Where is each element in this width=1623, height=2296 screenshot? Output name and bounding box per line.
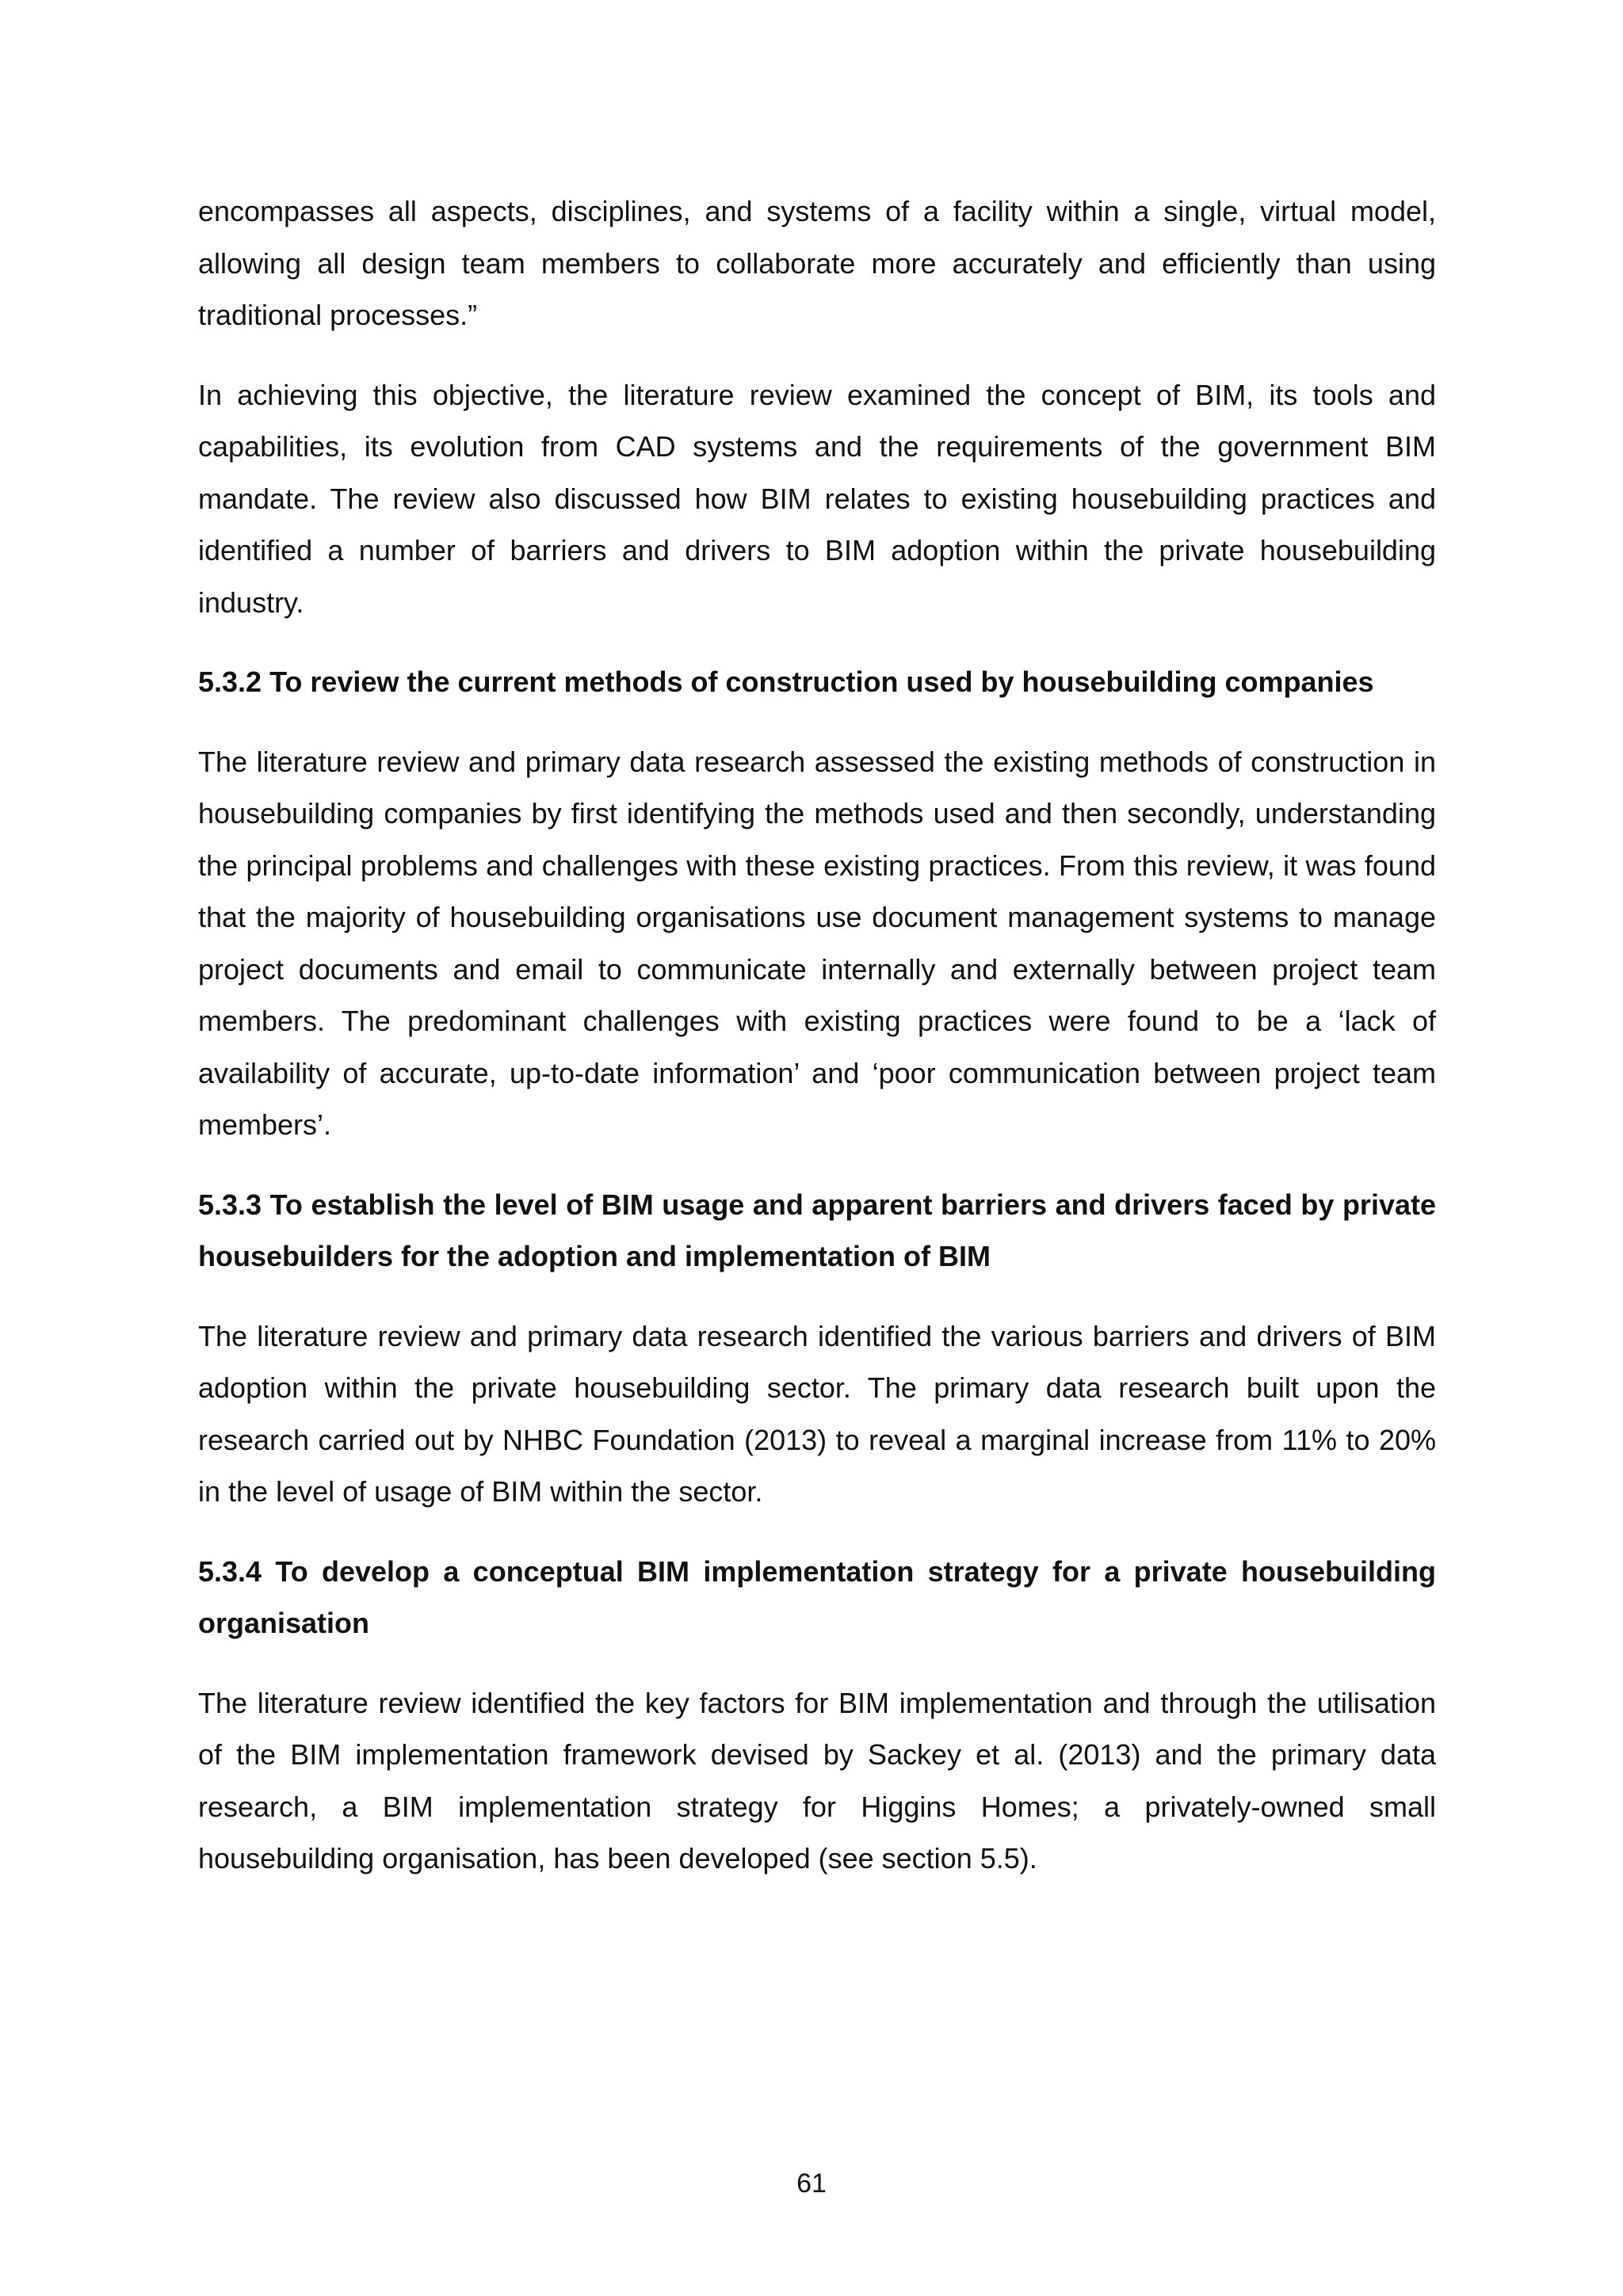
page-body [198, 185, 1436, 1913]
heading-5-3-4: 5.3.4 To develop a conceptual BIM implementation strategy for a private housebuilding organisation [198, 1554, 1436, 1639]
page-number: 61 [796, 2168, 827, 2199]
heading-5-3-2: 5.3.2 To review the current methods of construction used by housebuilding companies [198, 666, 1374, 698]
paragraph-objective-summary: In achieving this objective, the literature review examined the concept of BIM, its tools and capabilities, its evolution from CAD systems and the requirements of the government BIM mandate. The review also discussed how BIM relates to existing housebuilding practices and identified a number of barriers and drivers to BIM adoption within the private housebuilding industry. [198, 378, 1436, 619]
paragraph-bim-usage-barriers: The literature review and primary data research identified the various barriers and drivers of BIM adoption within the private housebuilding sector. The primary data research built upon the research carried out by NHBC Foundation (2013) to reveal a marginal increase from 11% to 20% in the level of usage of BIM within the sector. [198, 1319, 1436, 1508]
paragraph-implementation-strategy: The literature review identified the key factors for BIM implementation and through the utilisation of the BIM implementation framework devised by Sackey et al. (2013) and the primary data research, a BIM implementation strategy for Higgins Homes; a privately-owned small housebuilding organisation, has been developed (see section 5.5). [198, 1686, 1436, 1875]
heading-5-3-3: 5.3.3 To establish the level of BIM usage and apparent barriers and drivers faced by private housebuilders for the adoption and implementation of BIM [198, 1188, 1436, 1272]
paragraph-bim-definition-continuation: encompasses all aspects, disciplines, and systems of a facility within a single, virtual model, allowing all design team members to collaborate more accurately and efficiently than using traditional processes.” [198, 195, 1436, 331]
paragraph-methods-of-construction: The literature review and primary data research assessed the existing methods of construction in housebuilding companies by first identifying the methods used and then secondly, understanding the principal problems and challenges with these existing practices. From this review, it was found that the majority of housebuilding organisations use document management systems to manage project documents and email to communicate internally and externally between project team members. The predominant challenges with existing practices were found to be a ‘lack of availability of accurate, up-to-date information’ and ‘poor communication between project team members’. [198, 745, 1436, 1141]
